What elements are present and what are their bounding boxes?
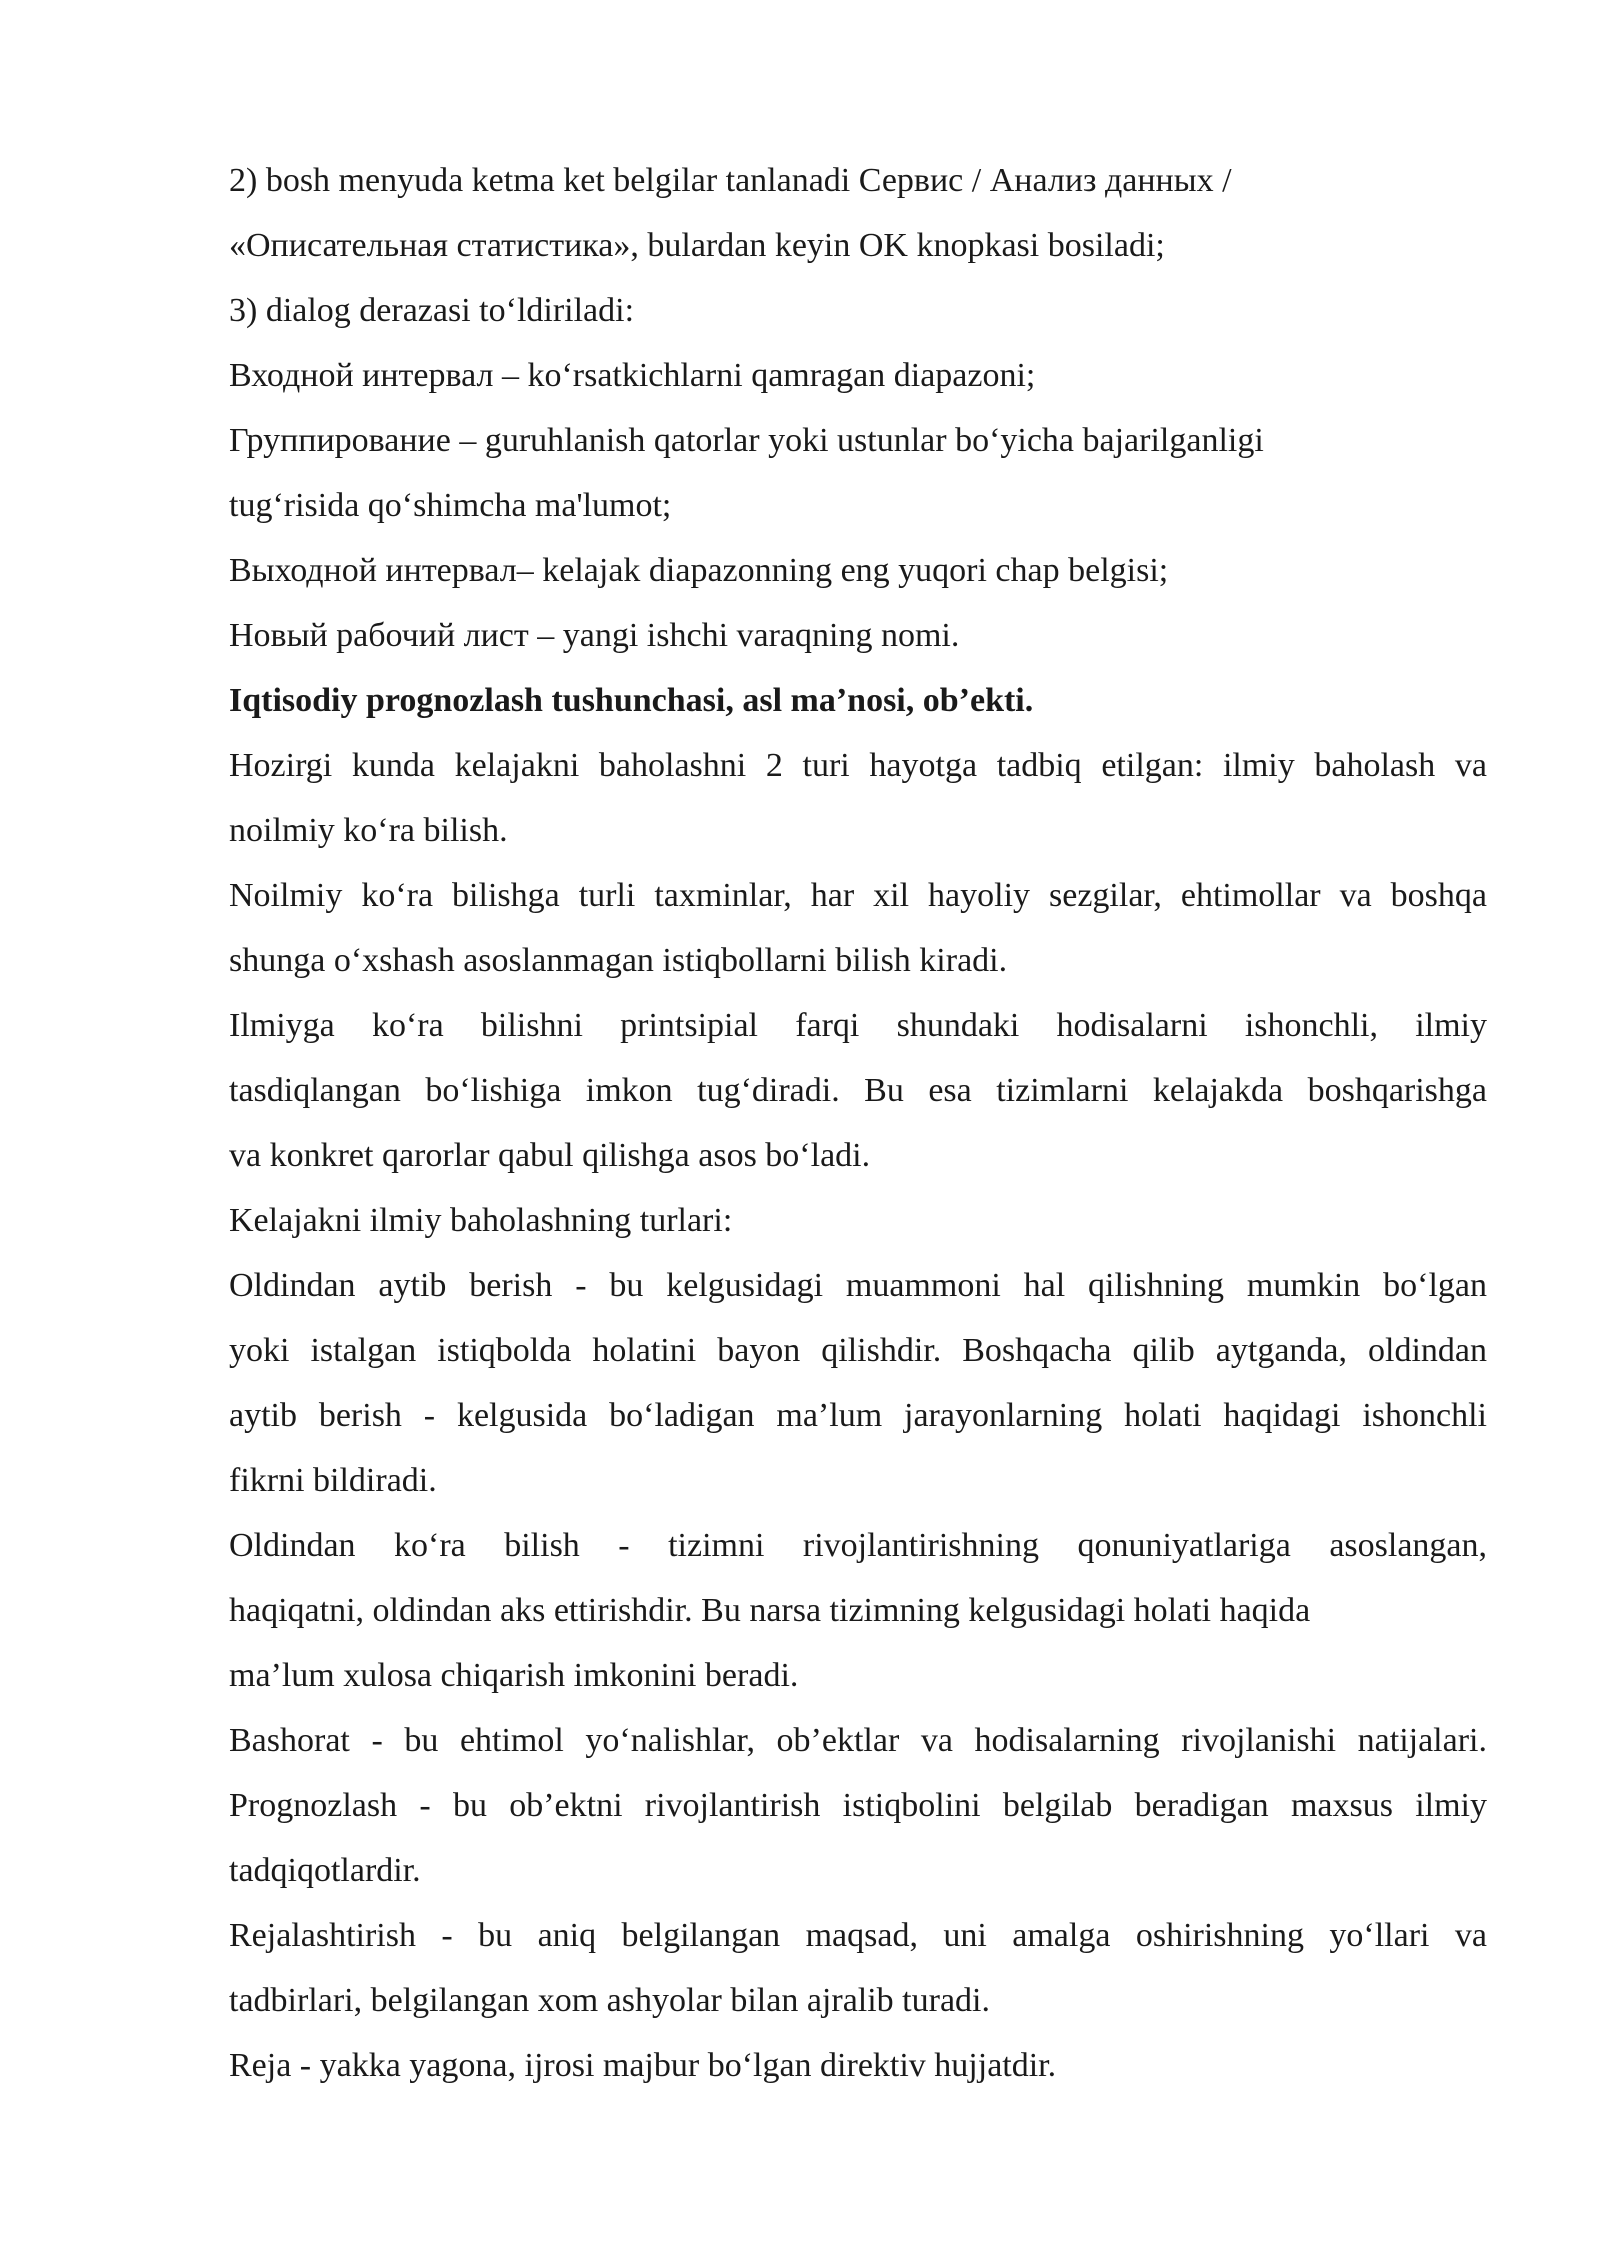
text-line: Группирование – guruhlanish qatorlar yoki ustunlar boʻyicha bajarilganligi (229, 422, 1264, 459)
text-line: ma’lum xulosa chiqarish imkonini beradi. (229, 1657, 799, 1694)
text-line: Prognozlash - bu ob’ektni rivojlantirish istiqbolini belgilab beradigan maxsus ilmiy (229, 1787, 1487, 1824)
text-line: tasdiqlangan boʻlishiga imkon tugʻdiradi. Bu esa tizimlarni kelajakda boshqarishga (229, 1072, 1487, 1109)
text-line: Новый рабочий лист – yangi ishchi varaqning nomi. (229, 617, 960, 654)
text-line: yoki istalgan istiqbolda holatini bayon qilishdir. Boshqacha qilib aytganda, oldindan (229, 1332, 1487, 1369)
text-line: va konkret qarorlar qabul qilishga asos boʻladi. (229, 1137, 871, 1174)
text-line: Noilmiy koʻra bilishga turli taxminlar, har xil hayoliy sezgilar, ehtimollar va boshqa (229, 877, 1487, 914)
text-line: Kelajakni ilmiy baholashning turlari: (229, 1202, 733, 1239)
text-line: Bashorat - bu ehtimol yoʻnalishlar, ob’ektlar va hodisalarning rivojlanishi natijalari. (229, 1722, 1487, 1759)
text-line: 3) dialog derazasi toʻldiriladi: (229, 292, 635, 329)
text-line: tadbirlari, belgilangan xom ashyolar bilan ajralib turadi. (229, 1982, 990, 2019)
text-line: aytib berish - kelgusida boʻladigan ma’lum jarayonlarning holati haqidagi ishonchli (229, 1397, 1487, 1434)
document-body (229, 148, 1487, 2098)
text-line: fikrni bildiradi. (229, 1462, 437, 1499)
text-line: Oldindan aytib berish - bu kelgusidagi muammoni hal qilishning mumkin boʻlgan (229, 1267, 1487, 1304)
text-line: Oldindan koʻra bilish - tizimni rivojlantirishning qonuniyatlariga asoslangan, (229, 1527, 1487, 1564)
text-line: Входной интервал – koʻrsatkichlarni qamragan diapazoni; (229, 357, 1036, 394)
text-line: shunga oʻxshash asoslanmagan istiqbollarni bilish kiradi. (229, 942, 1008, 979)
text-line: Reja - yakka yagona, ijrosi majbur boʻlgan direktiv hujjatdir. (229, 2047, 1057, 2084)
text-line: «Описательная статистика», bulardan keyin OK knopkasi bosiladi; (229, 227, 1165, 264)
text-line: tugʻrisida qoʻshimcha ma'lumot; (229, 487, 672, 524)
text-line: Rejalashtirish - bu aniq belgilangan maqsad, uni amalga oshirishning yoʻllari va (229, 1917, 1487, 1954)
document-page (229, 148, 1487, 2098)
text-line: Hozirgi kunda kelajakni baholashni 2 turi hayotga tadbiq etilgan: ilmiy baholash va (229, 747, 1487, 784)
text-line: Выходной интервал– kelajak diapazonning eng yuqori chap belgisi; (229, 552, 1169, 589)
text-line: Ilmiyga koʻra bilishni printsipial farqi shundaki hodisalarni ishonchli, ilmiy (229, 1007, 1487, 1044)
text-line: haqiqatni, oldindan aks ettirishdir. Bu narsa tizimning kelgusidagi holati haqida (229, 1592, 1311, 1629)
text-line: 2) bosh menyuda ketma ket belgilar tanlanadi Сервис / Анализ данных / (229, 162, 1232, 199)
text-line: noilmiy koʻra bilish. (229, 812, 508, 849)
section-heading: Iqtisodiy prognozlash tushunchasi, asl ma’nosi, ob’ekti. (229, 682, 1034, 719)
text-line: tadqiqotlardir. (229, 1852, 421, 1889)
